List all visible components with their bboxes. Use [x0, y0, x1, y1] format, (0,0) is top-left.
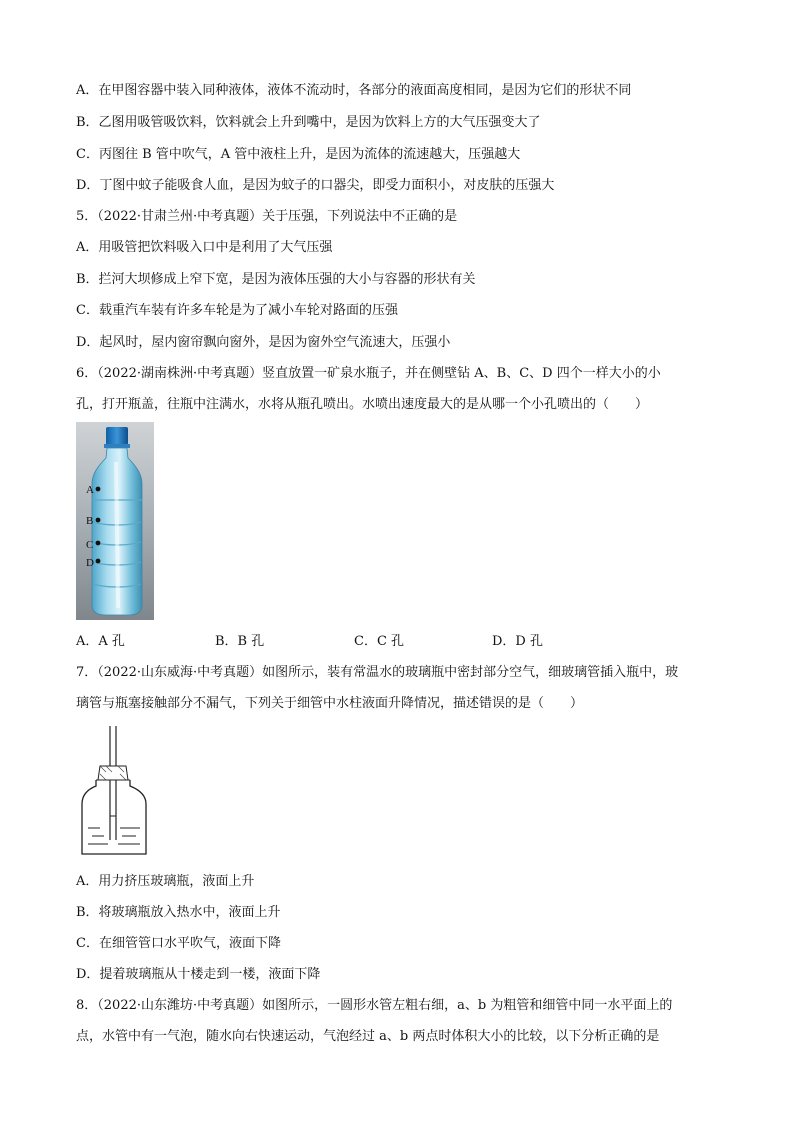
q6-stem-line1: 6．（2022·湖南株洲·中考真题）竖直放置一矿泉水瓶子，并在侧壁钻 A、B、C、D 四个一样大小的小 — [76, 366, 661, 381]
q7-option-d: D．提着玻璃瓶从十楼走到一楼，液面下降 — [76, 967, 321, 982]
q8-stem-line1: 8．（2022·山东潍坊·中考真题）如图所示，一圆形水管左粗右细，a、b 为粗管和细管中同一水平面上的 — [76, 998, 673, 1013]
hole-c-dot — [96, 541, 101, 546]
q5-option-d: D．起风时，屋内窗帘飘向窗外，是因为窗外空气流速大，压强小 — [76, 335, 451, 350]
hole-c-label: C — [86, 539, 94, 551]
hole-b-dot — [96, 518, 101, 523]
hole-d-dot — [96, 559, 101, 564]
water-bottle-illustration — [76, 422, 154, 620]
hole-d-label: D — [86, 557, 94, 569]
glass-bottle-diagram — [80, 724, 155, 858]
q5-option-a: A．用吸管把饮料吸入口中是利用了大气压强 — [76, 240, 333, 255]
q5-option-c: C．载重汽车装有许多车轮是为了减小车轮对路面的压强 — [76, 303, 398, 318]
hole-a-dot — [96, 487, 101, 492]
q5-stem: 5．（2022·甘肃兰州·中考真题）关于压强，下列说法中不正确的是 — [76, 209, 458, 224]
q7-stem-line1: 7．（2022·山东威海·中考真题）如图所示，装有常温水的玻璃瓶中密封部分空气，细玻璃管插入瓶中，玻 — [76, 665, 679, 680]
q7-option-b: B．将玻璃瓶放入热水中，液面上升 — [76, 905, 281, 920]
q6-stem-line2: 孔，打开瓶盖，往瓶中注满水，水将从瓶孔喷出。水喷出速度最大的是从哪一个小孔喷出的（ ） — [76, 397, 649, 412]
q7-stem-line2: 璃管与瓶塞接触部分不漏气，下列关于细管中水柱液面升降情况，描述错误的是（ ） — [76, 696, 584, 711]
q4-option-c: C．丙图往 B 管中吹气，A 管中液柱上升，是因为流体的流速越大，压强越大 — [76, 147, 521, 162]
q8-stem-line2: 点，水管中有一气泡，随水向右快速运动，气泡经过 a、b 两点时体积大小的比较，以下分析正确的是 — [76, 1029, 660, 1044]
q7-option-c: C．在细管管口水平吹气，液面下降 — [76, 936, 281, 951]
q6-option-d: D．D 孔 — [492, 634, 543, 649]
water-bottle-figure — [76, 422, 154, 620]
q7-option-a: A．用力挤压玻璃瓶，液面上升 — [76, 874, 255, 889]
glass-bottle-figure — [80, 724, 155, 858]
q4-option-a: A．在甲图容器中装入同种液体，液体不流动时，各部分的液面高度相同，是因为它们的形状不同 — [76, 83, 632, 98]
q5-option-b: B．拦河大坝修成上窄下宽，是因为液体压强的大小与容器的形状有关 — [76, 272, 476, 287]
q6-option-a: A．A 孔 — [76, 634, 125, 649]
hole-b-label: B — [86, 515, 94, 527]
q6-option-c: C．C 孔 — [354, 634, 405, 649]
q6-options-row — [76, 633, 716, 651]
q4-option-d: D．丁图中蚊子能吸食人血，是因为蚊子的口器尖，即受力面积小，对皮肤的压强大 — [76, 178, 555, 193]
hole-a-label: A — [86, 484, 94, 496]
q4-option-b: B．乙图用吸管吸饮料，饮料就会上升到嘴中，是因为饮料上方的大气压强变大了 — [76, 115, 541, 130]
q6-option-b: B．B 孔 — [215, 634, 265, 649]
